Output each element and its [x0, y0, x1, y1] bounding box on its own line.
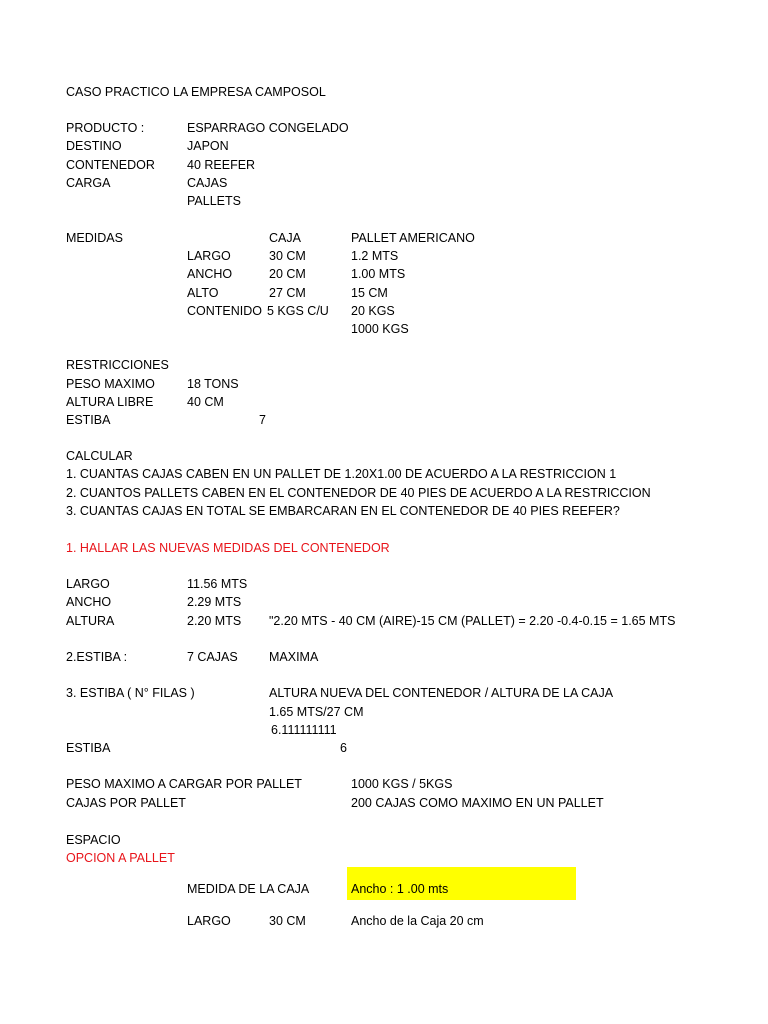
carga-value-cajas: CAJAS — [187, 176, 228, 190]
altura-libre-label: ALTURA LIBRE — [66, 395, 154, 409]
calcular-label: CALCULAR — [66, 449, 133, 463]
estiba-3-label: 3. ESTIBA ( N° FILAS ) — [66, 686, 195, 700]
largo-label: LARGO — [66, 577, 110, 591]
question-1: 1. CUANTAS CAJAS CABEN EN UN PALLET DE 1.20X1.00 DE ACUERDO A LA RESTRICCION 1 — [66, 467, 617, 481]
medida-row-label: CONTENIDO — [187, 304, 262, 318]
cajas-pallet-value: 200 CAJAS COMO MAXIMO EN UN PALLET — [351, 796, 604, 810]
destino-value: JAPON — [187, 139, 229, 153]
estiba-3-result: 6.111111111 — [271, 723, 337, 737]
section-1-heading: 1. HALLAR LAS NUEVAS MEDIDAS DEL CONTENEDOR — [66, 541, 390, 555]
pallet-capacity: 1000 KGS — [351, 322, 409, 336]
altura-label: ALTURA — [66, 614, 115, 628]
estiba-label: ESTIBA — [66, 413, 111, 427]
estiba-value: 7 — [259, 413, 266, 427]
estiba-final-value: 6 — [340, 741, 347, 755]
medida-row-caja: 20 CM — [269, 267, 306, 281]
estiba-3-formula: ALTURA NUEVA DEL CONTENEDOR / ALTURA DE LA CAJA — [269, 686, 614, 700]
estiba-2-label: 2.ESTIBA : — [66, 650, 128, 664]
largo-value: 11.56 MTS — [187, 577, 248, 591]
document-title: CASO PRACTICO LA EMPRESA CAMPOSOL — [66, 85, 326, 99]
peso-pallet-label: PESO MAXIMO A CARGAR POR PALLET — [66, 777, 302, 791]
ancho-caja-text: Ancho de la Caja 20 cm — [351, 914, 484, 928]
medidas-label: MEDIDAS — [66, 231, 123, 245]
altura-libre-value: 40 CM — [187, 395, 224, 409]
medida-row-caja: 30 CM — [269, 249, 306, 263]
producto-value: ESPARRAGO CONGELADO — [187, 121, 349, 135]
cajas-pallet-label: CAJAS POR PALLET — [66, 796, 186, 810]
medida-row-label: ALTO — [187, 286, 219, 300]
estiba-3-calculation: 1.65 MTS/27 CM — [269, 705, 364, 719]
estiba-2-note: MAXIMA — [269, 650, 319, 664]
altura-value: 2.20 MTS — [187, 614, 242, 628]
contenedor-value: 40 REEFER — [187, 158, 256, 172]
estiba-2-value: 7 CAJAS — [187, 650, 238, 664]
medida-row-pallet: 20 KGS — [351, 304, 395, 318]
espacio-largo-label: LARGO — [187, 914, 231, 928]
medida-row-pallet: 15 CM — [351, 286, 388, 300]
medida-row-pallet: 1.2 MTS — [351, 249, 399, 263]
medida-row-pallet: 1.00 MTS — [351, 267, 406, 281]
peso-pallet-value: 1000 KGS / 5KGS — [351, 777, 453, 791]
peso-maximo-label: PESO MAXIMO — [66, 377, 155, 391]
medida-row-caja: 27 CM — [269, 286, 306, 300]
medida-row-label: ANCHO — [187, 267, 233, 281]
question-2: 2. CUANTOS PALLETS CABEN EN EL CONTENEDOR DE 40 PIES DE ACUERDO A LA RESTRICCION — [66, 486, 651, 500]
carga-value-pallets: PALLETS — [187, 194, 241, 208]
carga-label: CARGA — [66, 176, 111, 190]
ancho-highlight-text: Ancho : 1 .00 mts — [351, 882, 449, 896]
opcion-a-heading: OPCION A PALLET — [66, 851, 175, 865]
contenedor-label: CONTENEDOR — [66, 158, 155, 172]
medida-row-label: LARGO — [187, 249, 231, 263]
ancho-value: 2.29 MTS — [187, 595, 242, 609]
pallet-header: PALLET AMERICANO — [351, 231, 475, 245]
question-3: 3. CUANTAS CAJAS EN TOTAL SE EMBARCARAN EN EL CONTENEDOR DE 40 PIES REEFER? — [66, 504, 620, 518]
medida-caja-label: MEDIDA DE LA CAJA — [187, 882, 310, 896]
estiba-final-label: ESTIBA — [66, 741, 111, 755]
producto-label: PRODUCTO : — [66, 121, 145, 135]
caja-header: CAJA — [269, 231, 301, 245]
ancho-label: ANCHO — [66, 595, 112, 609]
espacio-label: ESPACIO — [66, 833, 121, 847]
altura-calculation-note: "2.20 MTS - 40 CM (AIRE)-15 CM (PALLET) = 2.20 -0.4-0.15 = 1.65 MTS — [269, 614, 676, 628]
espacio-largo-value: 30 CM — [269, 914, 306, 928]
restricciones-label: RESTRICCIONES — [66, 358, 169, 372]
destino-label: DESTINO — [66, 139, 122, 153]
peso-maximo-value: 18 TONS — [187, 377, 239, 391]
medida-row-caja: 5 KGS C/U — [267, 304, 329, 318]
